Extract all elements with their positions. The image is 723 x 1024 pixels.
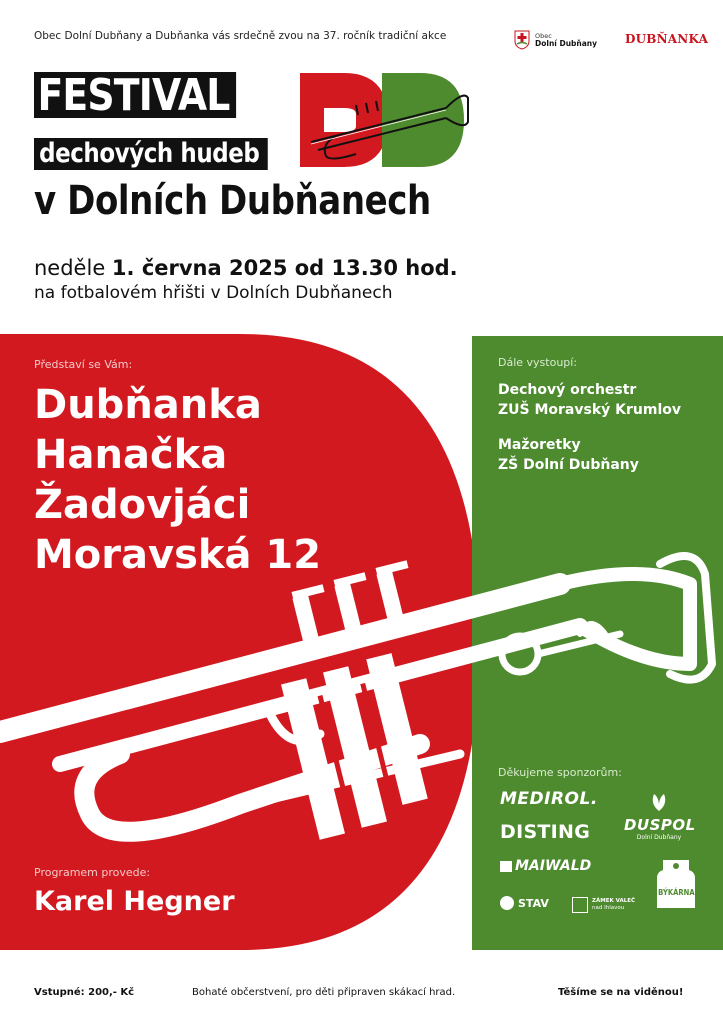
sponsor-stav-name: STAV [518, 896, 549, 910]
leaf-icon [648, 792, 670, 812]
invitation-text: Obec Dolní Dubňany a Dubňanka vás srdečně zvou na 37. ročník tradiční akce [34, 30, 447, 42]
castle-icon [572, 897, 588, 913]
sponsor-zamek-line2: nad Ihlavou [592, 905, 625, 911]
guest-orchestra-line1: Dechový orchestr [498, 382, 637, 398]
guest-orchestra [498, 380, 681, 420]
sponsor-zamek-valec [572, 897, 635, 913]
event-date-time: 1. června 2025 od 13.30 hod. [111, 256, 458, 280]
sponsor-disting: DISTING [500, 821, 591, 843]
obec-logo-name: Dolní Dubňany [535, 39, 598, 48]
lineup-label: Představí se Vám: [34, 358, 133, 371]
sponsor-bykarna [655, 858, 697, 910]
stav-logo-icon [500, 896, 514, 910]
sponsor-duspol-name: DUSPOL [624, 816, 696, 834]
sponsor-medirol: MEDIROL. [500, 789, 598, 809]
obec-logo-small: Obec [535, 32, 552, 40]
festival-title: FESTIVAL [34, 72, 236, 118]
sponsor-zamek-line1: ZÁMEK VALEČ [592, 898, 636, 904]
closing-text: Těšíme se na viděnou! [558, 987, 684, 998]
band-item: Žadovjáci [34, 482, 251, 528]
entry-fee: Vstupné: 200,- Kč [34, 987, 135, 998]
obec-logo [514, 30, 597, 50]
event-date [34, 256, 458, 280]
maiwald-logo-icon [500, 861, 512, 872]
sponsor-bykarna-name: BÝKÁRNA [658, 888, 695, 897]
sponsor-maiwald-name: MAIWALD [515, 858, 592, 874]
event-location: na fotbalovém hřišti v Dolních Dubňanech [34, 283, 393, 303]
event-day: neděle [34, 256, 106, 280]
conductor-name: Karel Hegner [34, 886, 235, 917]
dubnanka-logo: DUBŇANKA [625, 32, 709, 46]
guests-label: Dále vystoupí: [498, 356, 578, 369]
coat-of-arms-icon [514, 30, 530, 50]
festival-place-title: v Dolních Dubňanech [34, 178, 431, 224]
conductor-label: Programem provede: [34, 866, 151, 879]
sponsor-duspol [624, 792, 694, 841]
refreshment-info: Bohaté občerstvení, pro děti připraven skákací hrad. [192, 987, 456, 998]
guest-majorettes-line2: ZŠ Dolní Dubňany [498, 457, 639, 473]
guest-majorettes [498, 435, 639, 475]
band-item: Moravská 12 [34, 532, 322, 578]
guest-orchestra-line2: ZUŠ Moravský Krumlov [498, 402, 681, 418]
sponsors-label: Děkujeme sponzorům: [498, 766, 622, 779]
tag-icon [655, 858, 697, 910]
band-item: Dubňanka [34, 382, 262, 428]
sponsor-maiwald [500, 858, 591, 874]
band-item: Hanačka [34, 432, 228, 478]
sponsor-stav [500, 896, 549, 910]
guest-majorettes-line1: Mažoretky [498, 437, 581, 453]
sponsor-duspol-sub: Dolní Dubňany [636, 834, 682, 841]
band-list [34, 380, 321, 580]
festival-subtitle: dechových hudeb [34, 138, 268, 170]
dd-trumpet-logo [296, 70, 471, 170]
